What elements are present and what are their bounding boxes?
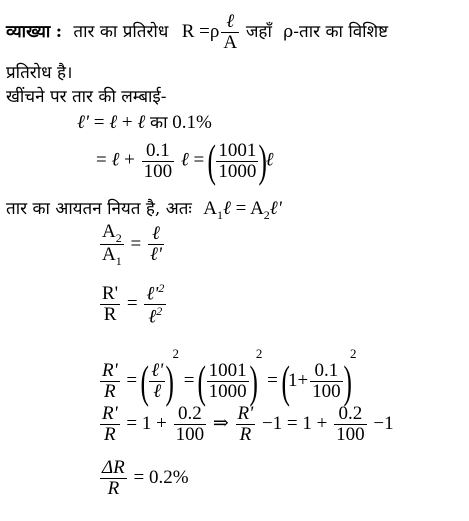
l-over-a-fraction: ℓ A (223, 11, 238, 53)
ratio-squared: $\frac{R'}{R}$ = ( ℓ' ℓ )$^2$ = ( $\frac{1001}{1000}$ )$^2$ = (1+ $\frac{0.1}{100}$ )$^2$ (102, 346, 357, 407)
heading-colon: : (55, 21, 62, 42)
heading-label: व्याख्या (6, 21, 51, 42)
ratio-linear: $\frac{R'}{R}$ = 1 + $\frac{0.2}{100}$ ⇒ $\frac{R'}{R}$ −1 = 1 + $\frac{0.2}{100}$ −1 (102, 403, 394, 445)
resistance-formula: R =ρ ℓ A (181, 11, 238, 53)
volume-line: तार का आयतन नियत है, अतः $A_1\ell$ = $A_2\ell'$ (6, 198, 282, 222)
resistivity-line: प्रतिरोध है। (6, 63, 73, 83)
intro-line (6, 12, 388, 53)
stretch-line: खींचने पर तार की लम्बाई- (6, 87, 167, 107)
resistivity-text: ρ-तार का विशिष्ट (283, 21, 389, 42)
final-result: $\frac{\Delta R}{R}$ = 0.2% (102, 457, 189, 499)
area-ratio: $\frac{A_2}{A_1}$ = ℓ ℓ' (102, 221, 162, 269)
where-text: जहाँ (245, 21, 272, 42)
resistance-text: तार का प्रतिरोध (73, 21, 169, 42)
new-length-expanded: = ℓ + $\frac{0.1}{100}$ ℓ = ( $\frac{1001}{1000}$ )ℓ (96, 135, 274, 186)
new-length-line: ℓ' = ℓ + ℓ का 0.1% (77, 112, 212, 133)
resistance-ratio: $\frac{R'}{R}$ = $\ell'^2$ ℓ$^2$ (102, 281, 165, 328)
